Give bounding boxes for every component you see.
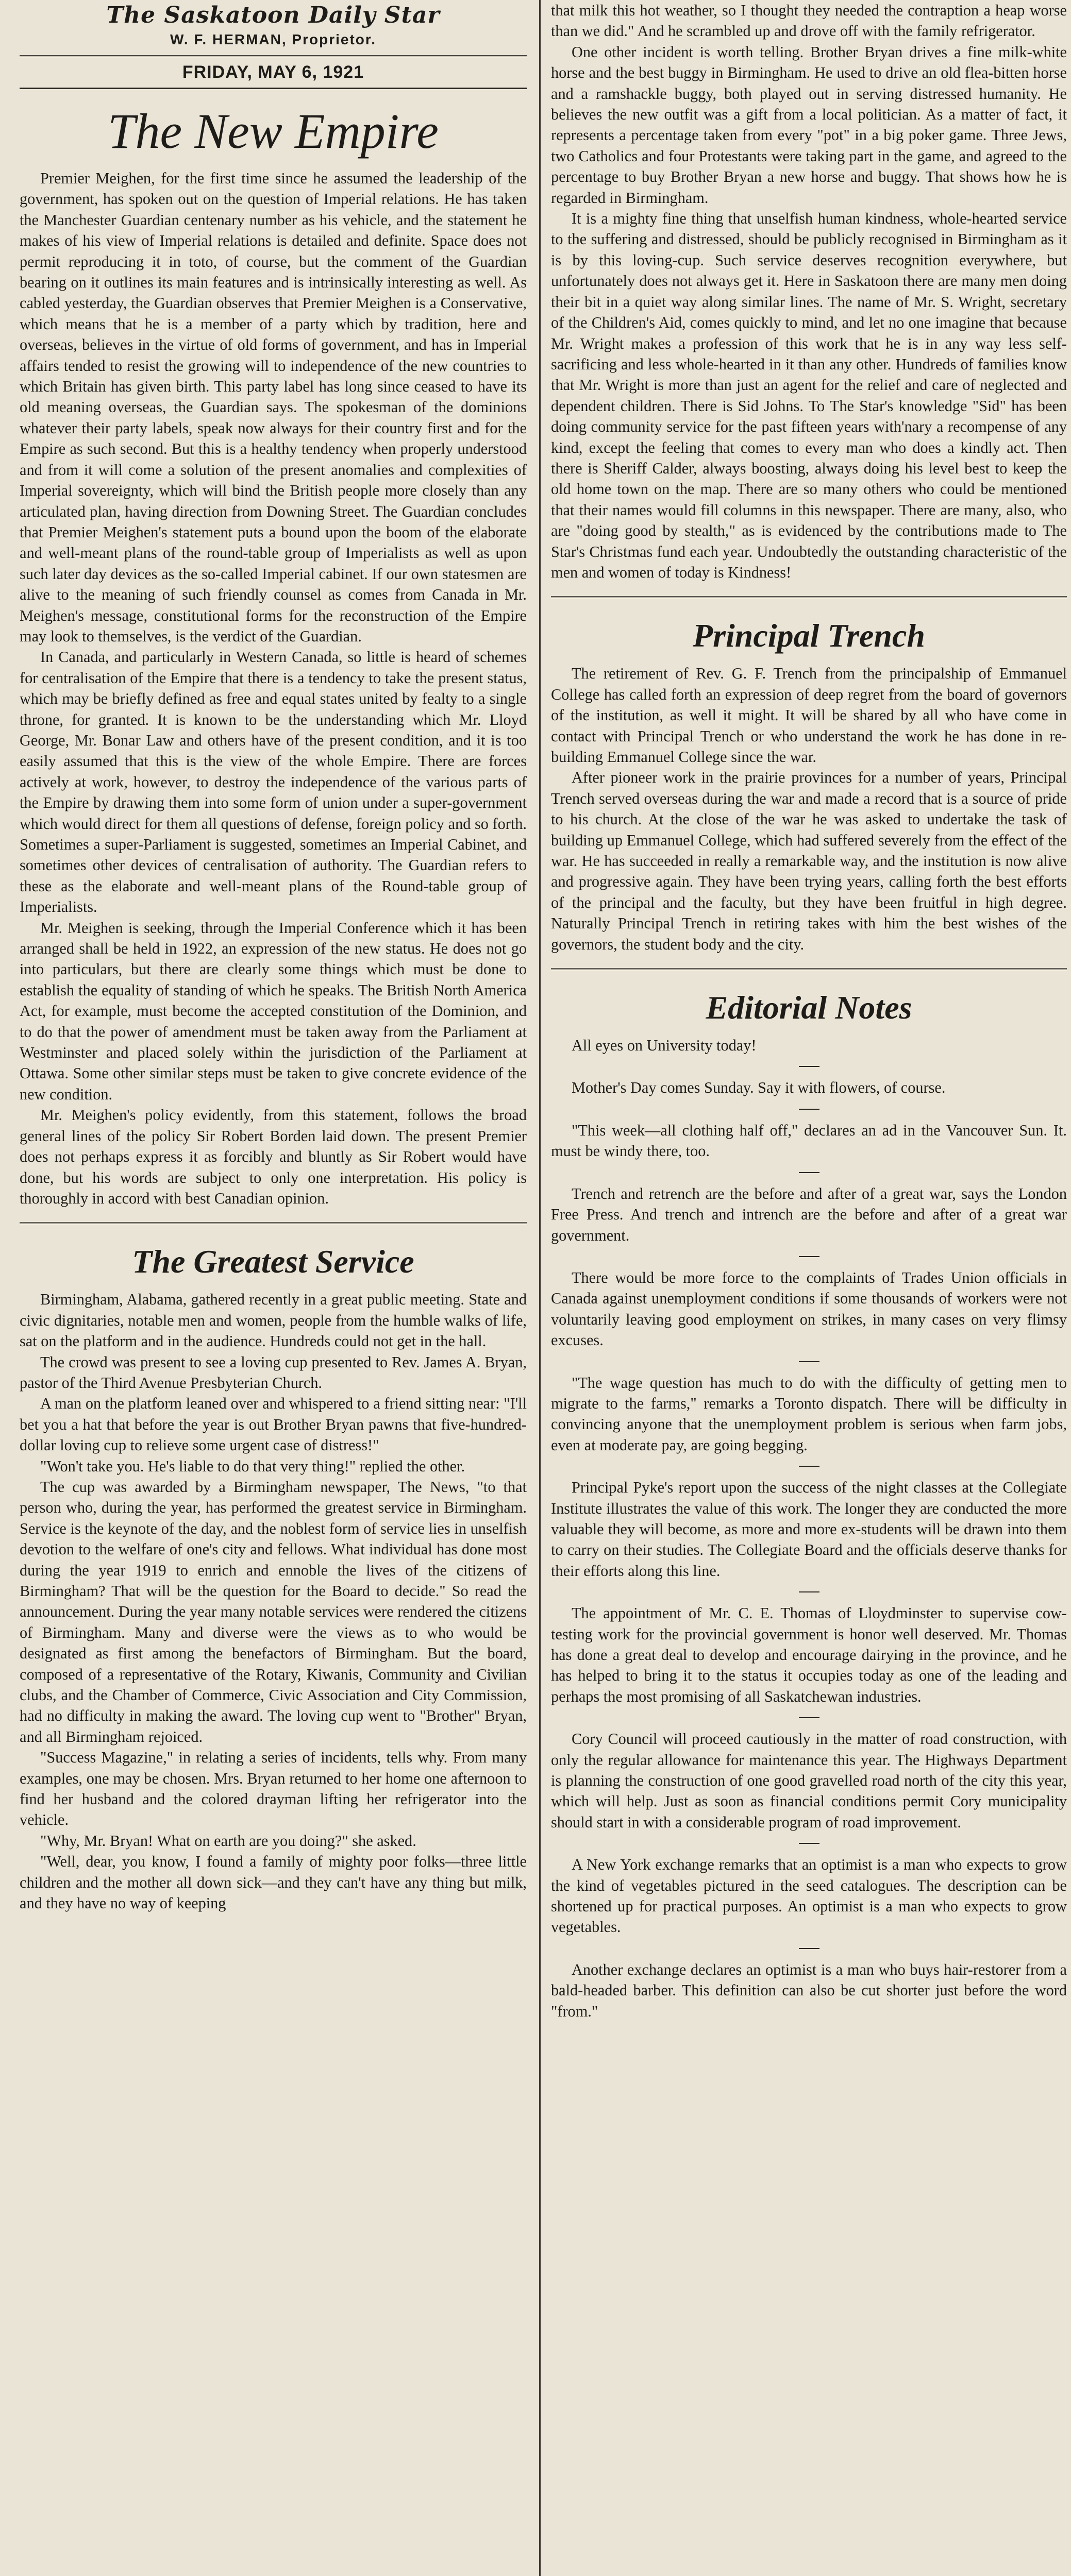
paragraph: "Won't take you. He's liable to do that very thing!" replied the other.: [40, 1457, 465, 1475]
left-column: [20, 0, 535, 2576]
article-title-greatest-service: The Greatest Service: [132, 1243, 414, 1280]
editorial-notes-list: [551, 1035, 1067, 2022]
paragraph: Birmingham, Alabama, gathered recently in a great public meeting. State and civic dignitaries, notable men and women, people from the humble walks of life, sat on the platform and in the audience. Hundreds could not get in the hall.: [20, 1291, 527, 1350]
note-item: A New York exchange remarks that an optimist is a man who expects to grow the kind of vegetables pictured in the seed catalogues. The description can be shortened up for practical purposes. An optimist is a man who expects to grow vegetables.: [551, 1856, 1067, 1936]
article-title-principal-trench: Principal Trench: [693, 617, 925, 654]
note-item: "The wage question has much to do with the difficulty of getting men to migrate to the farms," remarks a Toronto dispatch. There will be difficulty in convincing anyone that the unemployment problem is serious when farm jobs, even at moderate pay, are going begging.: [551, 1374, 1067, 1454]
article-continuation-greatest-service: [551, 0, 1067, 583]
paragraph: After pioneer work in the prairie provinces for a number of years, Principal Trench served overseas during the war and made a record that is a source of pride to his church. At the close of the war he was asked to undertake the task of building up Emmanuel College, which had suffered severely from the effect of the war. He has succeeded in really a remarkable way, and the institution is now alive and progressive again. They have been trying years, calling forth the best efforts of the principal and the faculty, but they have been fruitful in high degree. Naturally Principal Trench in retiring takes with him the best wishes of the governors, the student body and the city.: [551, 769, 1067, 953]
paragraph: Mr. Meighen's policy evidently, from this statement, follows the broad general lines of the policy Sir Robert Borden laid down. The present Premier does not perhaps express it as forcibly and bluntly as Sir Robert would have done, but his words are subject to only one interpretation. His policy is thoroughly in accord with best Canadian opinion.: [20, 1106, 527, 1207]
section-divider: [551, 968, 1067, 970]
note-item: "This week—all clothing half off," declares an ad in the Vancouver Sun. It. must be windy there, too.: [551, 1121, 1067, 1160]
article-body-principal-trench: [551, 663, 1067, 955]
note-divider: [799, 1948, 819, 1949]
paragraph: "Well, dear, you know, I found a family of mighty poor folks—three little children and the mother all down sick—and they can't have any thing but milk, and they have no way of keeping: [20, 1853, 527, 1912]
note-item: Mother's Day comes Sunday. Say it with flowers, of course.: [572, 1079, 946, 1097]
right-column: [544, 0, 1067, 2576]
article-body-new-empire: [20, 168, 527, 1209]
note-item: There would be more force to the complaints of Trades Union officials in Canada against unemployment conditions if some thousands of workers were not voluntarily leaving good employment on strikes, in many cases on very flimsy excuses.: [551, 1268, 1067, 1349]
note-divider: [799, 1466, 819, 1467]
paragraph: The crowd was present to see a loving cup presented to Rev. James A. Bryan, pastor of the Third Avenue Presbyterian Church.: [20, 1353, 527, 1392]
note-item: Another exchange declares an optimist is a man who buys hair-restorer from a bald-headed barber. This definition can also be cut shorter just before the word "from.": [551, 1960, 1067, 2020]
note-divider: [799, 1172, 819, 1173]
note-item: All eyes on University today!: [572, 1037, 757, 1055]
note-divider: [799, 1109, 819, 1110]
note-item: The appointment of Mr. C. E. Thomas of Lloydminster to supervise cow-testing work for the provincial government is honor well deserved. Mr. Thomas has done a great deal to develop and encourage dairying in the province, and he has helped to bring it to the status it occupies today as one of the leading and perhaps the most promising of all Saskatchewan industries.: [551, 1604, 1067, 1705]
masthead: [20, 2, 527, 48]
paragraph: "Why, Mr. Bryan! What on earth are you doing?" she asked.: [40, 1832, 416, 1850]
article-title-editorial-notes: Editorial Notes: [706, 989, 912, 1026]
note-divider: [799, 1066, 819, 1067]
paragraph: In Canada, and particularly in Western Canada, so little is heard of schemes for centralisation of the Empire that there is a tendency to take the present status, which may be briefly defined as free and equal states united by fealty to a single throne, for granted. It is known to be the understanding which Mr. Lloyd George, Mr. Bonar Law and others have of the present condition, and it is too easily assumed that this is the view of the whole Empire. There are forces actively at work, however, to destroy the independence of the various parts of the Empire by drawing them into some form of union under a super-government which would direct for them all questions of defense, foreign policy and so forth. Sometimes a super-Parliament is suggested, sometimes an Imperial Cabinet, and sometimes other devices of centralisation of authority. The Guardian refers to these as the elaborate and well-meant plans of the Round-table group of Imperialists.: [20, 648, 527, 916]
paragraph: The retirement of Rev. G. F. Trench from the principalship of Emmanuel College has called forth an expression of deep regret from the board of governors of the institution, as well it might. It will be shared by all who have come in contact with Principal Trench or who understand the work he has done in re-building Emmanuel College since the war.: [551, 665, 1067, 766]
note-divider: [799, 1843, 819, 1844]
paragraph: A man on the platform leaned over and whispered to a friend sitting near: "I'll bet you a hat that before the year is out Brother Bryan pawns that five-hundred-dollar loving cup to relieve some urgent case of distress!": [20, 1395, 527, 1454]
note-divider: [799, 1591, 819, 1592]
paragraph: that milk this hot weather, so I thought they needed the contraption a heap worse than we did." And he scrambled up and drove off with the family refrigerator.: [551, 2, 1067, 40]
paragraph: One other incident is worth telling. Brother Bryan drives a fine milk-white horse and the best buggy in Birmingham. He used to drive an old flea-bitten horse and a ramshackle buggy, both played out in serving distressed humanity. He believes the new outfit was a gift from a local politician. As a matter of fact, it represents a percentage taken from every "pot" in a big poker game. Three Jews, two Catholics and four Protestants were taking part in the game, and agreed to the percentage to buy Brother Bryan a new horse and buggy. That shows how he is regarded in Birmingham.: [551, 43, 1067, 207]
section-divider: [551, 596, 1067, 598]
paragraph: It is a mighty fine thing that unselfish human kindness, whole-hearted service to the suffering and distressed, should be publicly recognised in Birmingham as it is by this loving-cup. Such service deserves recognition everywhere, but unfortunately does not always get it. Here in Saskatoon there are many men doing their bit in a quiet way along similar lines. The name of Mr. S. Wright, secretary of the Children's Aid, comes quickly to mind, and let no one imagine that because Mr. Wright makes a profession of this work that he is in any way less self-sacrificing and less whole-hearted in it than any other. Hundreds of families know that Mr. Wright is more than just an agent for the relief and care of neglected and dependent children. There is Sid Johns. To The Star's knowledge "Sid" has been doing community service for the past fifteen years with'nary a recompense of any kind, except the feeling that comes to every man who does a kindly act. Then there is Sheriff Calder, always boosting, always doing his level best to keep the old home town on the map. There are so many others who could be mentioned that their names would fill columns in this newspaper. There are many, also, who are "doing good by stealth," as is evidenced by the contributions made to The Star's Christmas fund each year. Undoubtedly the outstanding characteristic of the men and women of today is Kindness!: [551, 210, 1067, 581]
paragraph: Mr. Meighen is seeking, through the Imperial Conference which it has been arranged shall be held in 1922, an expression of the new status. He does not go into particulars, but there are clearly some things which must be done to establish the equality of standing of which he speaks. The British North America Act, for example, must become the accepted constitution of the Dominion, and to do that the power of amendment must be taken away from the Parliament at Westminster and placed solely within the jurisdiction of the Parliament at Ottawa. Some other similar steps must be taken to give concrete evidence of the new condition.: [20, 919, 527, 1103]
note-divider: [799, 1717, 819, 1718]
note-item: Trench and retrench are the before and after of a great war, says the London Free Press. And trench and intrench are the before and after of a great war government.: [551, 1184, 1067, 1244]
paragraph: The cup was awarded by a Birmingham newspaper, The News, "to that person who, during the year, has performed the greatest service in Birmingham. Service is the keynote of the day, and the noblest form of service lies in unselfish devotion to the welfare of one's city and fellows. What individual has done most during the year 1919 to enrich and ennoble the lives of the citizens of Birmingham? That will be the question for the Board to decide." So read the announcement. During the year many notable services were rendered the citizens of Birmingham. Many and diverse were the views as to who would be designated as first among the benefactors of Birmingham. But the board, composed of a representative of the Rotary, Kiwanis, Community and Civilian clubs, and the Chamber of Commerce, Civic Association and City Commission, had no difficulty in making the award. The loving cup went to "Brother" Bryan, and all Birmingham rejoiced.: [20, 1478, 527, 1745]
column-divider: [539, 0, 541, 2576]
proprietor-line: W. F. HERMAN, Proprietor.: [170, 31, 377, 47]
paragraph: "Success Magazine," in relating a series of incidents, tells why. From many examples, one may be chosen. Mrs. Bryan returned to her home one afternoon to find her husband and the colored drayman lifting her refrigerator into the vehicle.: [20, 1749, 527, 1829]
section-divider: [20, 1222, 527, 1224]
paragraph: Premier Meighen, for the first time since he assumed the leadership of the government, has spoken out on the question of Imperial relations. He has taken the Manchester Guardian centenary number as his vehicle, and the statement he makes of his view of Imperial relations is detailed and definite. Space does not permit reproducing it in toto, of course, but the comment of the Guardian bearing on it outlines its main features and is intrinsically interesting as well. As cabled yesterday, the Guardian observes that Premier Meighen is a Conservative, which means that he is a member of a party which by tradition, here and overseas, believes in the virtue of old forms of government, and has in Imperial affairs tended to resist the growing will to independence of the new countries to which Britain has given birth. This party label has long since ceased to have its old meaning overseas, the Guardian says. The spokesman of the dominions whatever their party labels, speak now always for their country first and for the Empire as such second. But this is a healthy tendency when properly understood and from it will come a solution of the present anomalies and complexities of Imperial sovereignty, which will bind the British people more closely than any articulated plan, having direction from Downing Street. The Guardian concludes that Premier Meighen's statement puts a bound upon the boom of the elaborate and well-meant plans of the round-table group of Imperialists as well as upon such later day devices as the so-called Imperial cabinet. If our own statesmen are alive to the meaning of such friendly counsel as comes from Canada in Mr. Meighen's message, constitutional forms for the reconstruction of the Empire may look to themselves, is the verdict of the Guardian.: [20, 170, 527, 645]
paper-name: The Saskatoon Daily Star: [106, 2, 440, 28]
note-divider: [799, 1256, 819, 1257]
note-item: Principal Pyke's report upon the success of the night classes at the Collegiate Institute illustrates the value of this work. The longer they are conducted the more valuable they will become, as more and more ex-students will be drawn into them to carry on their studies. The Collegiate Board and the officials deserve thanks for their efforts along this line.: [551, 1479, 1067, 1580]
note-divider: [799, 1361, 819, 1362]
article-title-new-empire: The New Empire: [108, 104, 439, 159]
note-item: Cory Council will proceed cautiously in the matter of road construction, with only the regular allowance for maintenance this year. The Highways Department is planning the construction of one good gravelled road north of the city this year, which will help. Just as soon as financial conditions permit Cory municipality should start in with a considerable program of road improvement.: [551, 1730, 1067, 1831]
dateline: FRIDAY, MAY 6, 1921: [20, 55, 527, 89]
article-body-greatest-service: [20, 1289, 527, 1913]
